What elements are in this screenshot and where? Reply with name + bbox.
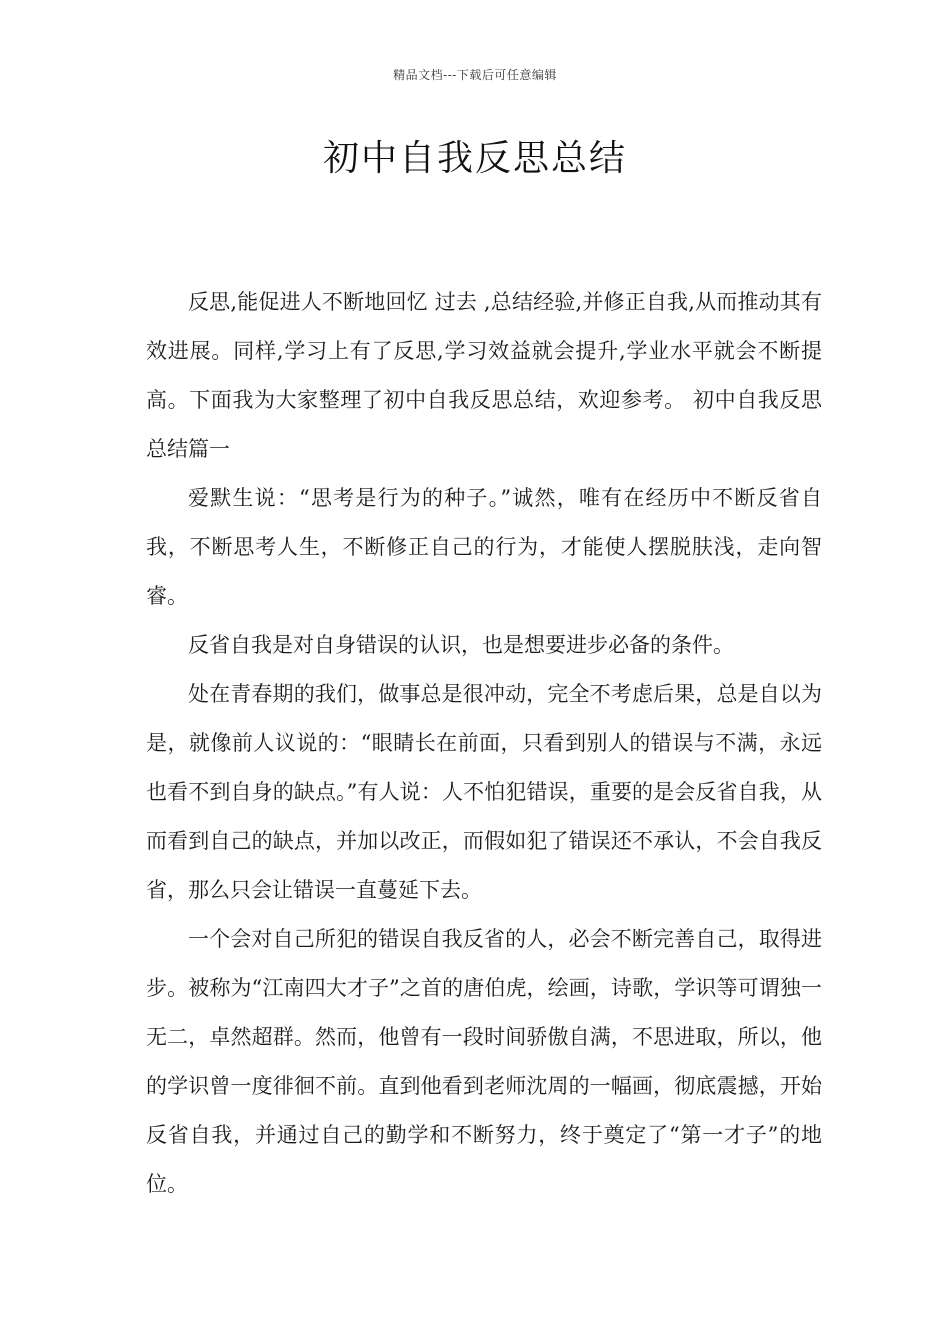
document-title: 初中自我反思总结 xyxy=(322,138,627,179)
paragraph-adolescence: 处在青春期的我们，做事总是很冲动，完全不考虑后果，总是自以为是，就像前人议说的：“眼睛长在前面，只看到别人的错误与不满，永远也看不到自身的缺点。”有人说：人不怕犯错误，重要的是会反省自我，从而看到自己的缺点，并加以改正，而假如犯了错误还不承认，不会自我反省，那么只会让错误一直蔓延下去。 xyxy=(146,682,822,902)
paragraph-emerson-quote: 爱默生说：“思考是行为的种子。”诚然，唯有在经历中不断反省自我，不断思考人生，不断修正自己的行为，才能使人摆脱肤浅，走向智睿。 xyxy=(146,486,822,608)
document-body xyxy=(146,278,822,1209)
header-note: 精品文档---下载后可任意编辑 xyxy=(393,68,557,82)
paragraph-self-reflection: 反省自我是对自身错误的认识，也是想要进步必备的条件。 xyxy=(188,633,734,657)
paragraph-intro: 反思,能促进人不断地回忆 过去 ,总结经验,并修正自我,从而推动其有效进展。同样,学习上有了反思,学习效益就会提升,学业水平就会不断提高。下面我为大家整理了初中自我反思总结，欢迎参考。 初中自我反思总结篇一 xyxy=(146,290,822,461)
paragraph-tang-bohu: 一个会对自己所犯的错误自我反省的人，必会不断完善自己，取得进步。被称为“江南四大才子”之首的唐伯虎，绘画，诗歌，学识等可谓独一无二，卓然超群。然而，他曾有一段时间骄傲自满，不思进取，所以，他的学识曾一度徘徊不前。直到他看到老师沈周的一幅画，彻底震撼，开始反省自我，并通过自己的勤学和不断努力，终于奠定了“第一才子”的地位。 xyxy=(146,927,822,1196)
